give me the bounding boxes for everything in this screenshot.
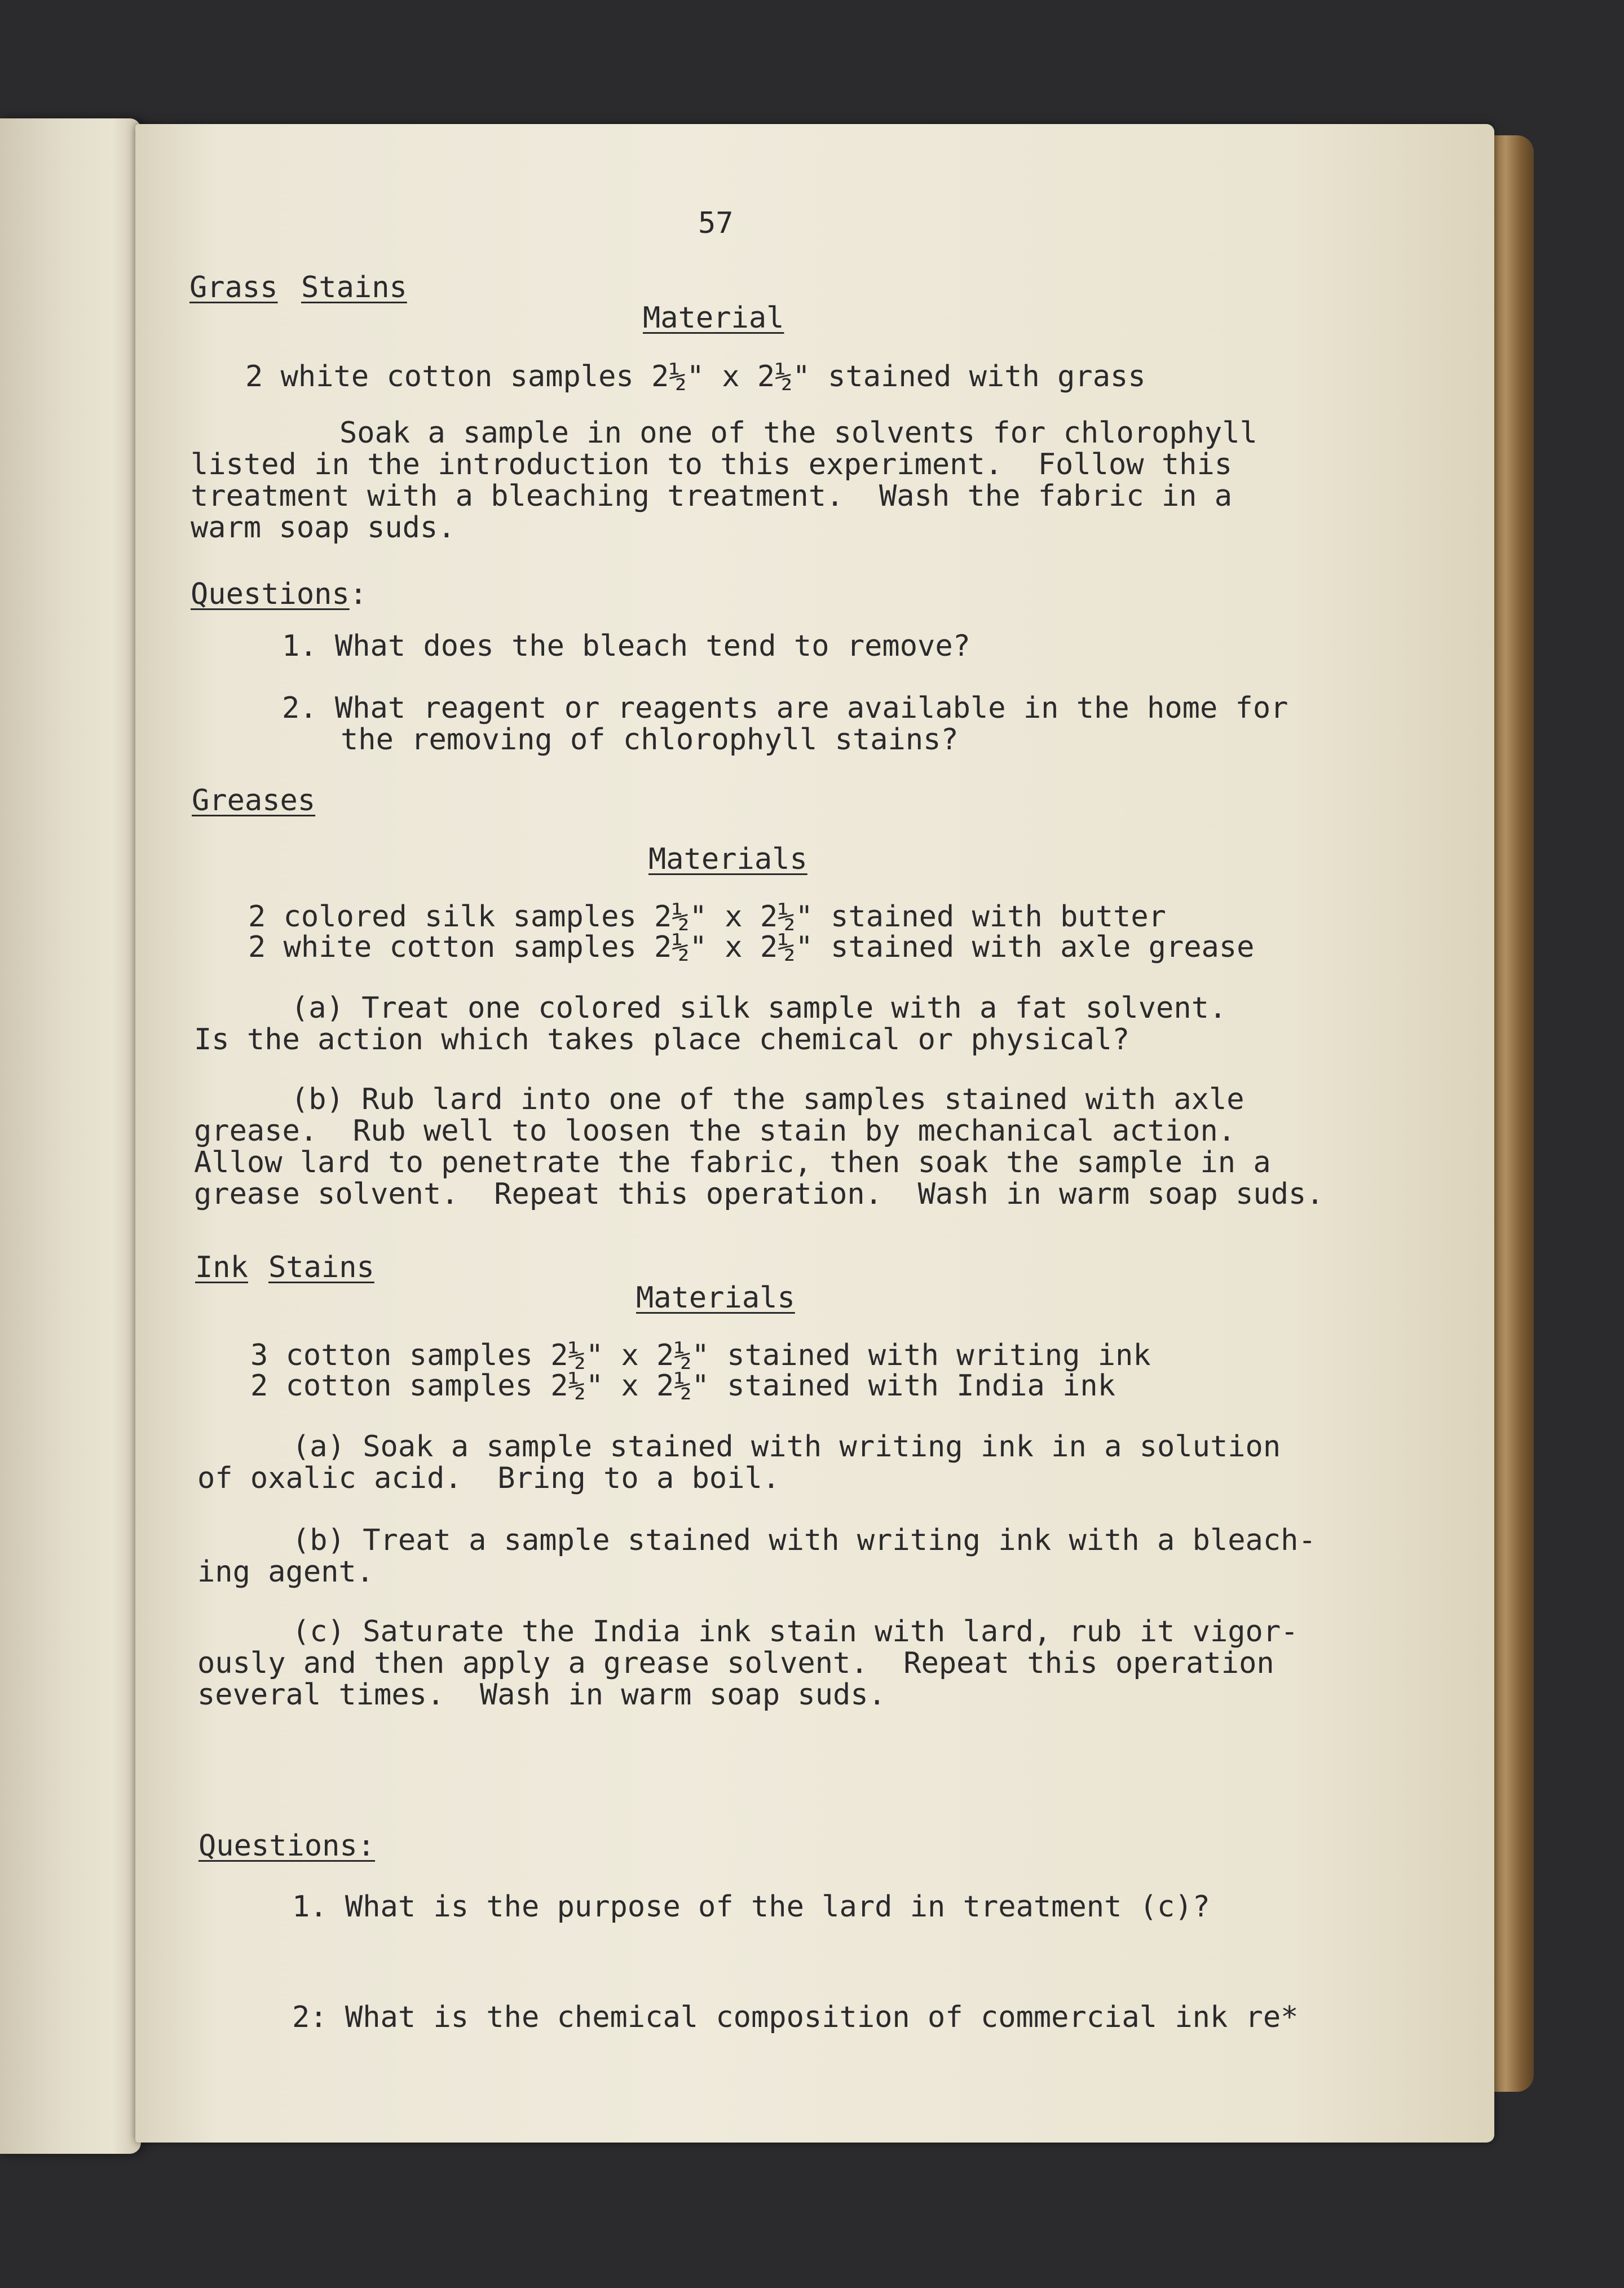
question-item-continued: the removing of chlorophyll stains? — [341, 723, 959, 757]
section-heading-stains: Stains — [301, 271, 407, 304]
paragraph-line: grease. Rub well to loosen the stain by mechanical action. — [194, 1114, 1236, 1148]
paragraph-line: (b) Treat a sample stained with writing ink with a bleach- — [292, 1523, 1316, 1557]
section-heading-stains: Stains — [268, 1251, 374, 1284]
question-item: 2: What is the chemical composition of commercial ink re* — [292, 2000, 1299, 2034]
material-line: 2 white cotton samples 2½" x 2½" stained with grass — [245, 360, 1146, 394]
paragraph-line: (a) Soak a sample stained with writing ink in a solution — [292, 1430, 1281, 1464]
material-heading: Material — [643, 301, 784, 335]
section-heading-ink: Ink — [195, 1251, 248, 1284]
material-line: 2 white cotton samples 2½" x 2½" stained with axle grease — [248, 930, 1255, 964]
paragraph-line: several times. Wash in warm soap suds. — [197, 1678, 886, 1712]
paragraph-line: treatment with a bleaching treatment. Wash the fabric in a — [191, 479, 1233, 513]
paragraph-line: (a) Treat one colored silk sample with a fat solvent. — [291, 991, 1227, 1025]
paragraph-line: Is the action which takes place chemical or physical? — [194, 1023, 1130, 1057]
paragraph-line: (c) Saturate the India ink stain with lard, rub it vigor- — [292, 1615, 1299, 1649]
questions-heading: Questions: — [198, 1829, 376, 1863]
questions-heading — [191, 578, 367, 610]
material-line: 3 cotton samples 2½" x 2½" stained with writing ink — [250, 1339, 1151, 1372]
paragraph-line: ously and then apply a grease solvent. Repeat this operation — [197, 1646, 1274, 1680]
materials-heading: Materials — [636, 1281, 795, 1315]
question-item: 1. What does the bleach tend to remove? — [282, 629, 970, 663]
paragraph-line: Soak a sample in one of the solvents for chlorophyll — [339, 416, 1257, 450]
materials-heading: Materials — [648, 842, 807, 876]
questions-heading-text: Questions — [191, 577, 350, 611]
paragraph-line: of oxalic acid. Bring to a boil. — [197, 1461, 780, 1495]
paragraph-line: warm soap suds. — [191, 511, 456, 545]
paragraph-line: Allow lard to penetrate the fabric, then soak the sample in a — [194, 1146, 1271, 1180]
question-item: 2. What reagent or reagents are available in the home for — [282, 691, 1288, 725]
book-page — [135, 124, 1494, 2143]
section-heading-grass: Grass — [189, 271, 278, 304]
question-item: 1. What is the purpose of the lard in treatment (c)? — [292, 1890, 1210, 1924]
left-page-edge — [0, 118, 141, 2154]
paragraph-line: ing agent. — [197, 1555, 374, 1589]
material-line: 2 cotton samples 2½" x 2½" stained with India ink — [250, 1369, 1116, 1403]
page-number: 57 — [698, 206, 734, 240]
paragraph-line: grease solvent. Repeat this operation. Wash in warm soap suds. — [194, 1177, 1324, 1211]
paragraph-line: (b) Rub lard into one of the samples stained with axle — [291, 1083, 1245, 1116]
paragraph-line: listed in the introduction to this experiment. Follow this — [191, 448, 1233, 482]
material-line: 2 colored silk samples 2½" x 2½" stained with butter — [248, 900, 1166, 934]
section-heading-greases: Greases — [192, 784, 316, 818]
questions-heading-colon: : — [349, 577, 368, 611]
